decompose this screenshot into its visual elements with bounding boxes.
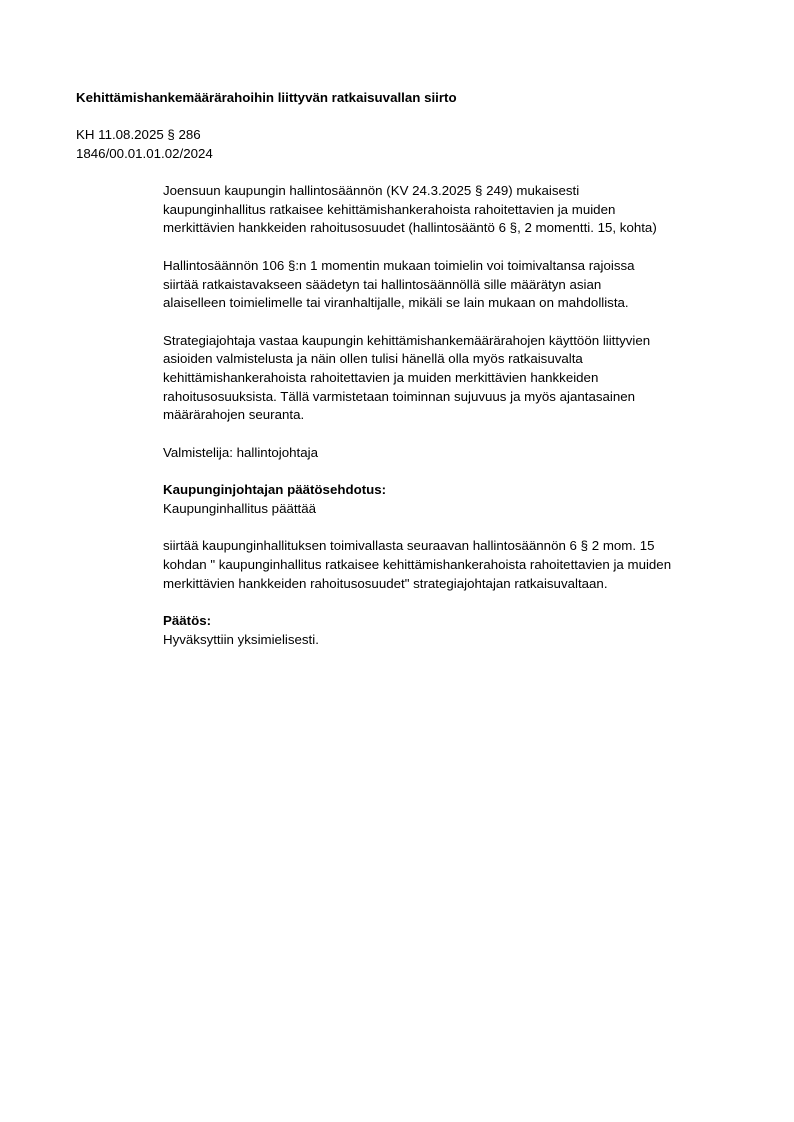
text-line: kohdan " kaupunginhallitus ratkaisee kehittämishankerahoista rahoitettavien ja muiden — [163, 556, 672, 572]
proposal-intro: Kaupunginhallitus päättää — [163, 500, 317, 516]
proposal-body — [163, 537, 733, 593]
proposal-section — [163, 481, 733, 518]
text-line: kaupunginhallitus ratkaisee kehittämishankerahoista rahoitettavien ja muiden — [163, 201, 616, 217]
text-line: kehittämishankerahoista rahoitettavien ja muiden merkittävien hankkeiden — [163, 370, 599, 385]
document-title: Kehittämishankemäärärahoihin liittyvän ratkaisuvallan siirto — [76, 90, 457, 105]
text-line: siirtää kaupunginhallituksen toimivallasta seuraavan hallintosäännön 6 § 2 mom. 15 — [163, 538, 655, 554]
text-line: Hallintosäännön 106 §:n 1 momentin mukaan toimielin voi toimivaltansa rajoissa — [163, 257, 635, 273]
meeting-reference: KH 11.08.2025 § 286 — [76, 127, 201, 142]
text-line: merkittävien hankkeiden rahoitusosuudet (hallintosääntö 6 §, 2 momentti. 15, kohta) — [163, 220, 657, 236]
proposal-heading: Kaupunginjohtajan päätösehdotus: — [163, 482, 387, 498]
text-line: Strategiajohtaja vastaa kaupungin kehittämishankemäärärahojen käyttöön liittyvien — [163, 332, 651, 348]
paragraph-rationale — [163, 332, 733, 426]
document-body — [163, 182, 733, 668]
record-number: 1846/00.01.01.02/2024 — [76, 145, 213, 161]
preparer-line: Valmistelija: hallintojohtaja — [163, 444, 318, 460]
decision-text: Hyväksyttiin yksimielisesti. — [163, 631, 319, 647]
text-line: merkittävien hankkeiden rahoitusosuudet" strategiajohtajan ratkaisuvaltaan. — [163, 575, 608, 591]
text-line: määrärahojen seuranta. — [163, 407, 305, 423]
text-line: siirtää ratkaistavakseen säädetyn tai hallintosäännöllä sille määrätyn asian — [163, 276, 602, 292]
text-line: asioiden valmistelusta ja näin ollen tulisi hänellä olla myös ratkaisuvalta — [163, 351, 583, 367]
paragraph-preparer — [163, 444, 733, 463]
text-line: rahoitusosuuksista. Tällä varmistetaan toiminnan sujuvuus ja myös ajantasainen — [163, 388, 636, 404]
paragraph-legal-basis — [163, 182, 733, 238]
paragraph-delegation-rule — [163, 257, 733, 313]
document-meta — [76, 126, 213, 163]
text-line: Joensuun kaupungin hallintosäännön (KV 24.3.2025 § 249) mukaisesti — [163, 183, 580, 198]
decision-heading: Päätös: — [163, 613, 212, 629]
decision-section — [163, 612, 733, 649]
text-line: alaiselleen toimielimelle tai viranhaltijalle, mikäli se lain mukaan on mahdollista. — [163, 295, 629, 311]
